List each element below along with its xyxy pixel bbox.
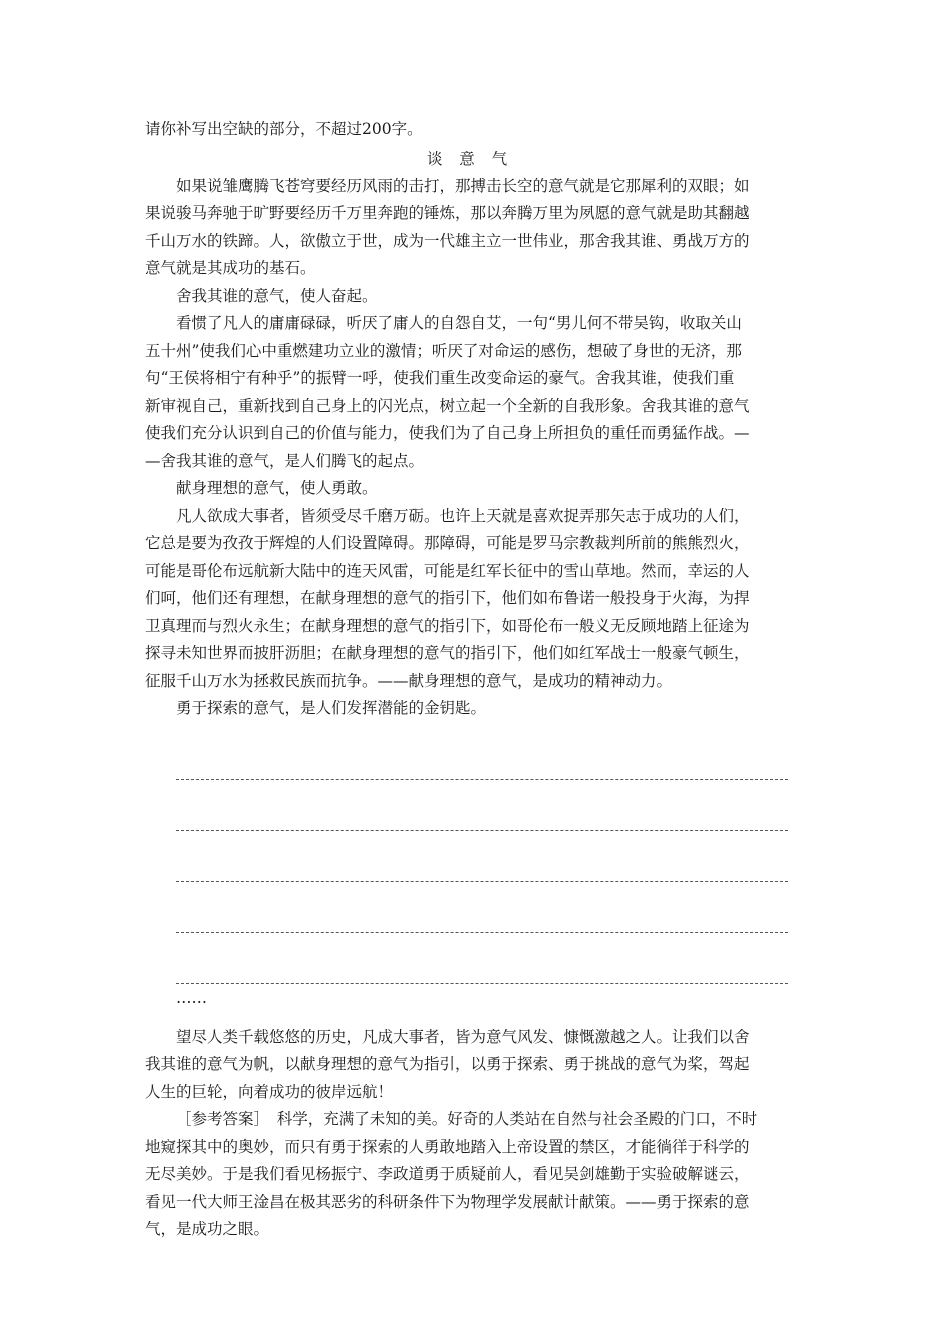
paragraph-line: 凡人欲成大事者，皆须受尽千磨万砺。也许上天就是喜欢捉弄那矢志于成功的人们，	[176, 506, 750, 525]
answer-blank-area[interactable]	[145, 729, 795, 984]
paragraph-line: 千山万水的铁蹄。人，欲傲立于世，成为一代雄主立一世伟业，那舍我其谁、勇战万方的	[145, 231, 750, 250]
paragraph-line: 看惯了凡人的庸庸碌碌，听厌了庸人的自怨自艾，一句“男儿何不带吴钩，收取关山	[176, 314, 742, 332]
paragraph-line: 勇于探索的意气，是人们发挥潜能的金钥匙。	[176, 699, 487, 717]
paragraph-line: 意气就是其成功的基石。	[145, 259, 316, 277]
paragraph-line: 可能是哥伦布远航新大陆中的连天风雷，可能是红军长征中的雪山草地。然而，幸运的人	[145, 561, 750, 580]
paragraph-line: 们呵，他们还有理想，在献身理想的意气的指引下，他们如布鲁诺一般投身于火海，为捍	[145, 589, 750, 607]
essay-title: 谈 意 气	[426, 149, 514, 168]
paragraph-line: 献身理想的意气，使人勇敢。	[176, 479, 378, 497]
paragraph-line: 气，是成功之眼。	[145, 1220, 270, 1238]
paragraph-line: 它总是要为孜孜于辉煌的人们设置障碍。那障碍，可能是罗马宗教裁判所前的熊熊烈火，	[145, 534, 750, 552]
reference-answer	[145, 1106, 795, 1244]
paragraph-line: 探寻未知世界而披肝沥胆；在献身理想的意气的指引下，他们如红军战士一般豪气顿生，	[145, 644, 750, 662]
paragraph-heading	[145, 475, 795, 503]
paragraph-line: 人生的巨轮，向着成功的彼岸远航！	[145, 1082, 394, 1101]
paragraph-line: 看见一代大师王淦昌在极其恶劣的科研条件下为物理学发展献计献策。——勇于探索的意	[145, 1192, 750, 1211]
blank-line[interactable]	[176, 882, 788, 933]
blank-line[interactable]	[176, 729, 788, 780]
paragraph-line: 地窥探其中的奥妙，而只有勇于探索的人勇敢地踏入上帝设置的禁区，才能徜徉于科学的	[145, 1137, 750, 1156]
paragraph-line: ［参考答案］ 科学，充满了未知的美。好奇的人类站在自然与社会圣殿的门口，不时	[176, 1110, 758, 1128]
document-page	[145, 116, 795, 1244]
paragraph-line: 望尽人类千载悠悠的历史，凡成大事者，皆为意气风发、慷慨激越之人。让我们以舍	[176, 1027, 750, 1046]
paragraph-line: 征服千山万水为拯救民族而抗争。——献身理想的意气，是成功的精神动力。	[145, 671, 673, 690]
paragraph	[145, 173, 795, 283]
paragraph-heading	[145, 283, 795, 311]
paragraph	[145, 503, 795, 696]
paragraph-line: —舍我其谁的意气，是人们腾飞的起点。	[145, 451, 425, 470]
paragraph-line: 使我们充分认识到自己的价值与能力，使我们为了自己身上所担负的重任而勇猛作战。—	[145, 424, 750, 442]
paragraph-line: 无尽美妙。于是我们看见杨振宁、李政道勇于质疑前人，看见吴剑雄勤于实验破解谜云，	[145, 1165, 750, 1183]
paragraph-line: 如果说雏鹰腾飞苍穹要经历风雨的击打，那搏击长空的意气就是它那犀利的双眼；如	[176, 176, 750, 195]
closing-paragraph	[145, 1024, 795, 1107]
paragraph-line: 舍我其谁的意气，使人奋起。	[176, 286, 378, 305]
paragraph-line: 果说骏马奔驰于旷野要经历千万里奔跑的锤炼，那以奔腾万里为夙愿的意气就是助其翻越	[145, 204, 750, 222]
paragraph-line: 新审视自己，重新找到自己身上的闪光点，树立起一个全新的自我形象。舍我其谁的意气	[145, 396, 750, 415]
paragraph-line: 卫真理而与烈火永生；在献身理想的意气的指引下，如哥伦布一般义无反顾地踏上征途为	[145, 616, 750, 635]
paragraph-line: 我其谁的意气为帆，以献身理想的意气为指引，以勇于探索、勇于挑战的意气为桨，驾起	[145, 1055, 750, 1073]
blank-line[interactable]	[176, 933, 788, 984]
ellipsis: ……	[176, 988, 207, 1007]
blank-line[interactable]	[176, 831, 788, 882]
paragraph	[145, 310, 795, 475]
paragraph-line: 五十州”使我们心中重燃建功立业的激情；听厌了对命运的感伤，想破了身世的无济，那	[145, 341, 742, 360]
paragraph-heading	[145, 695, 795, 723]
paragraph-line: 句“王侯将相宁有种乎”的振臂一呼，使我们重生改变命运的豪气。舍我其谁，使我们重	[145, 369, 735, 387]
instruction-text: 请你补写出空缺的部分，不超过200字。	[145, 120, 423, 138]
blank-line[interactable]	[176, 780, 788, 831]
